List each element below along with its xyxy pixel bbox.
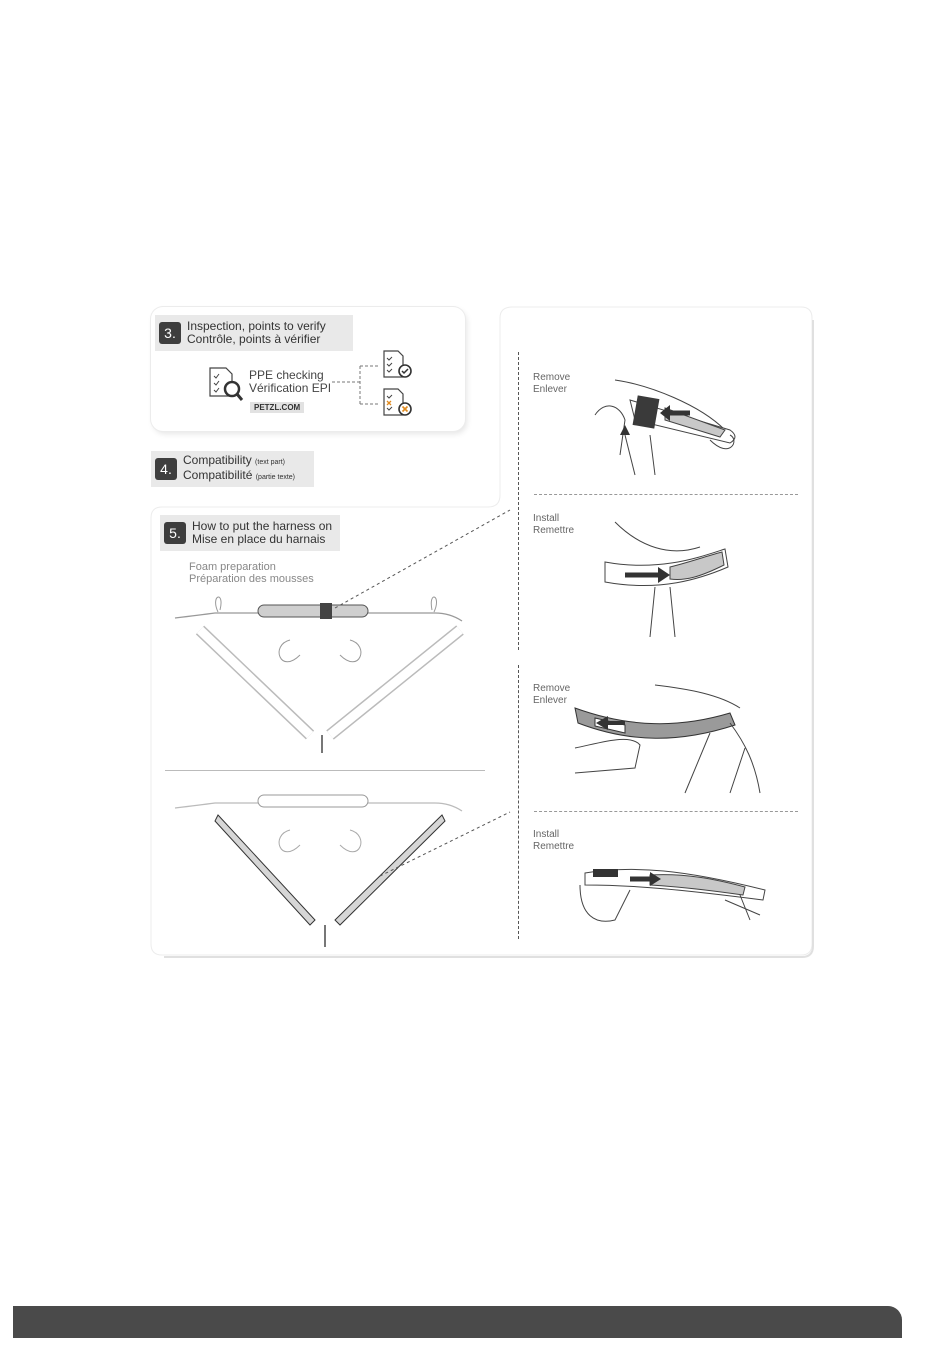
section-4-note-en: (text part) xyxy=(255,459,285,466)
page-footer-bar xyxy=(13,1306,902,1338)
step-4-label-fr: Remettre xyxy=(533,841,575,852)
section-4-number: 4. xyxy=(155,458,177,480)
step-2-label-fr: Remettre xyxy=(533,525,575,536)
step-3-label-fr: Enlever xyxy=(533,695,567,706)
step-1-label-en: Remove xyxy=(533,372,571,383)
remove-waist-foam-illustration xyxy=(590,375,750,480)
foam-preparation-en: Foam preparation xyxy=(189,561,276,573)
foam-preparation-fr: Préparation des mousses xyxy=(189,573,314,585)
section-3-number: 3. xyxy=(159,322,181,344)
step-4-label-en: Install xyxy=(533,829,560,840)
section-5-number: 5. xyxy=(164,522,186,544)
section-4-note-fr: (partie texte) xyxy=(255,474,296,481)
remove-leg-foam-illustration xyxy=(570,683,770,798)
section-4-title-en: Compatibility xyxy=(183,453,252,467)
ppe-checking-en: PPE checking xyxy=(249,368,324,382)
section-4-title-fr: Compatibilité xyxy=(183,468,253,482)
section-5-title-fr: Mise en place du harnais xyxy=(192,532,326,546)
ppe-checking-fr: Vérification EPI xyxy=(249,381,332,395)
section-3-title-fr: Contrôle, points à vérifier xyxy=(187,332,321,346)
section-3-title-en: Inspection, points to verify xyxy=(187,319,326,333)
step-2-label-en: Install xyxy=(533,513,560,524)
install-waist-foam-illustration xyxy=(600,517,760,642)
step-3-label-en: Remove xyxy=(533,683,571,694)
step-1-label-fr: Enlever xyxy=(533,384,567,395)
install-leg-foam-illustration xyxy=(575,855,770,930)
section-5-title-en: How to put the harness on xyxy=(192,519,333,533)
petzl-site-badge[interactable]: PETZL.COM xyxy=(250,402,304,413)
